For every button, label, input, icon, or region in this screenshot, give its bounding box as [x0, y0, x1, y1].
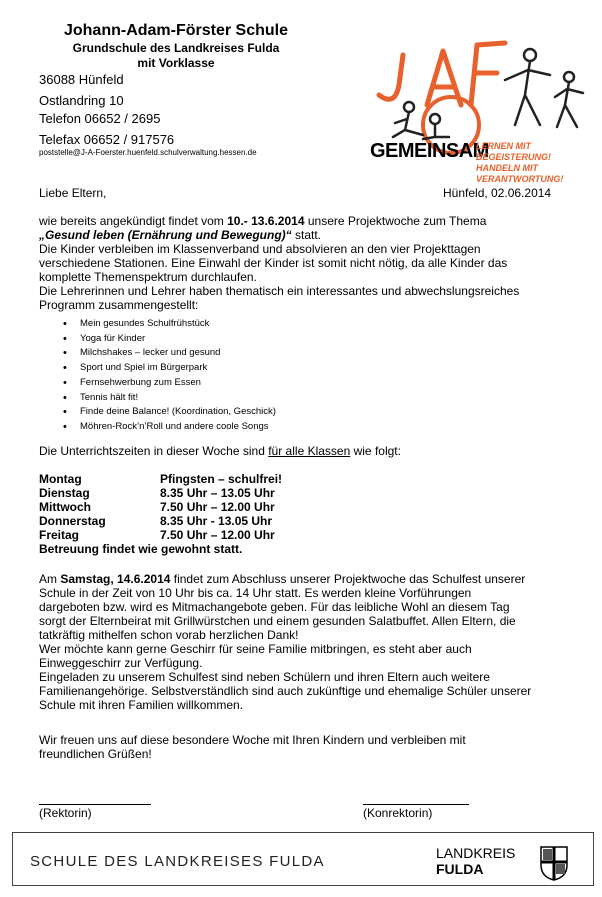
footer-district-2: FULDA — [436, 861, 484, 877]
phone: Telefon 06652 / 2695 — [39, 111, 161, 126]
logo-tagline-2: HANDELN MIT VERANTWORTUNG! — [476, 163, 564, 184]
footer-school-label: SCHULE DES LANDKREISES FULDA — [30, 853, 325, 870]
address-city: 36088 Hünfeld — [39, 72, 124, 87]
project-dates: 10.- 13.6.2014 — [227, 214, 305, 228]
school-subtitle-1: Grundschule des Landkreises Fulda — [72, 41, 280, 55]
logo-wordmark: GEMEINSAM — [370, 140, 489, 162]
school-subtitle-2: mit Vorklasse — [137, 56, 215, 70]
list-item: • Mein gesundes Schulfrühstück — [63, 317, 276, 332]
times-intro: Die Unterrichtszeiten in dieser Woche sind für alle Klassen wie folgt: — [39, 444, 401, 458]
address-street: Ostlandring 10 — [39, 93, 124, 108]
district-coat-of-arms-icon — [539, 845, 569, 881]
project-theme: „Gesund leben (Ernährung und Bewegung)“ — [39, 228, 292, 242]
list-item: • Sport und Spiel im Bürgerpark — [63, 361, 276, 376]
salutation: Liebe Eltern, — [39, 186, 107, 200]
table-row: Dienstag 8.35 Uhr – 13.05 Uhr — [39, 486, 275, 500]
table-row: Mittwoch 7.50 Uhr – 12.00 Uhr — [39, 500, 275, 514]
list-item: • Möhren-Rock’n’Roll und andere coole Songs — [63, 420, 276, 435]
email-address: poststelle@J-A-Foerster.huenfeld.schulverwaltung.hessen.de — [39, 148, 257, 157]
place-date: Hünfeld, 02.06.2014 — [443, 186, 552, 200]
signature-line-right — [363, 804, 469, 805]
list-item: • Finde deine Balance! (Koordination, Geschick) — [63, 405, 276, 420]
station-list — [63, 317, 276, 435]
list-item: • Fernsehwerbung zum Essen — [63, 376, 276, 391]
list-item: • Milchshakes – lecker und gesund — [63, 346, 276, 361]
all-classes-underline: für alle Klassen — [268, 444, 351, 458]
paragraph-intro: wie bereits angekündigt findet vom 10.- 13.6.2014 unsere Projektwoche zum Thema „Gesund leben (Ernährung und Bewegung)“ statt. Die Kinder verbleiben im Klassenverband und absolvieren an den vier Projekttagen verschiedene Stationen. Eine Einwahl der Kinder ist somit nicht nötig, da alle Kinder das komplette Themenspektrum durchlaufen. Die Lehrerinnen und Lehrer haben thematisch ein interessantes und abwechslungsreiches Programm zusammengestellt: — [39, 214, 520, 312]
table-row: Montag Pfingsten – schulfrei! — [39, 472, 283, 486]
signature-rektorin: (Rektorin) — [39, 806, 92, 820]
fax: Telefax 06652 / 917576 — [39, 132, 175, 147]
paragraph-festival: Am Samstag, 14.6.2014 findet zum Abschluss unserer Projektwoche das Schulfest unserer Schule in der Zeit von 10 Uhr bis ca. 14 Uhr statt. Es werden kleine Vorführungen dargeboten bzw. wird es Mitmachangebote geben. Für das leibliche Wohl an diesem Tag sorgt der Elternbeirat mit Grillwürstchen und einem gesunden Salatbuffet. Allen Eltern, die tatkräftig mithelfen schon vorab herzlichen Dank! Wer möchte kann gerne Geschirr für seine Familie mitbringen, es steht aber auch Einweggeschirr zur Verfügung. Eingeladen zu unserem Schulfest sind neben Schülern und ihren Eltern auch weitere Familienangehörige. Selbstverständlich sind auch zukünftige und ehemalige Schüler unserer Schule mit ihren Familien willkommen. — [39, 572, 532, 712]
table-row: Freitag 7.50 Uhr – 12.00 Uhr — [39, 528, 275, 542]
school-subtitle — [46, 41, 306, 71]
logo-tagline-1: LERNEN MIT BEGEISTERUNG! — [476, 141, 552, 162]
school-name: Johann-Adam-Förster Schule — [63, 22, 289, 39]
logo-tagline — [476, 141, 602, 185]
closing: Wir freuen uns auf diese besondere Woche mit Ihren Kindern und verbleiben mit freundlichen Grüßen! — [39, 733, 466, 761]
table-row: Donnerstag 8.35 Uhr - 13.05 Uhr — [39, 514, 273, 528]
care-note: Betreuung findet wie gewohnt statt. — [39, 542, 243, 556]
footer-district-1: LANDKREIS — [436, 845, 516, 861]
list-item: • Tennis hält fit! — [63, 391, 276, 406]
schedule-table — [39, 472, 282, 556]
festival-date: Samstag, 14.6.2014 — [60, 572, 171, 586]
footer-district — [436, 845, 515, 877]
list-item: • Yoga für Kinder — [63, 332, 276, 347]
signature-konrektorin: (Konrektorin) — [363, 806, 433, 820]
signature-line-left — [39, 804, 151, 805]
